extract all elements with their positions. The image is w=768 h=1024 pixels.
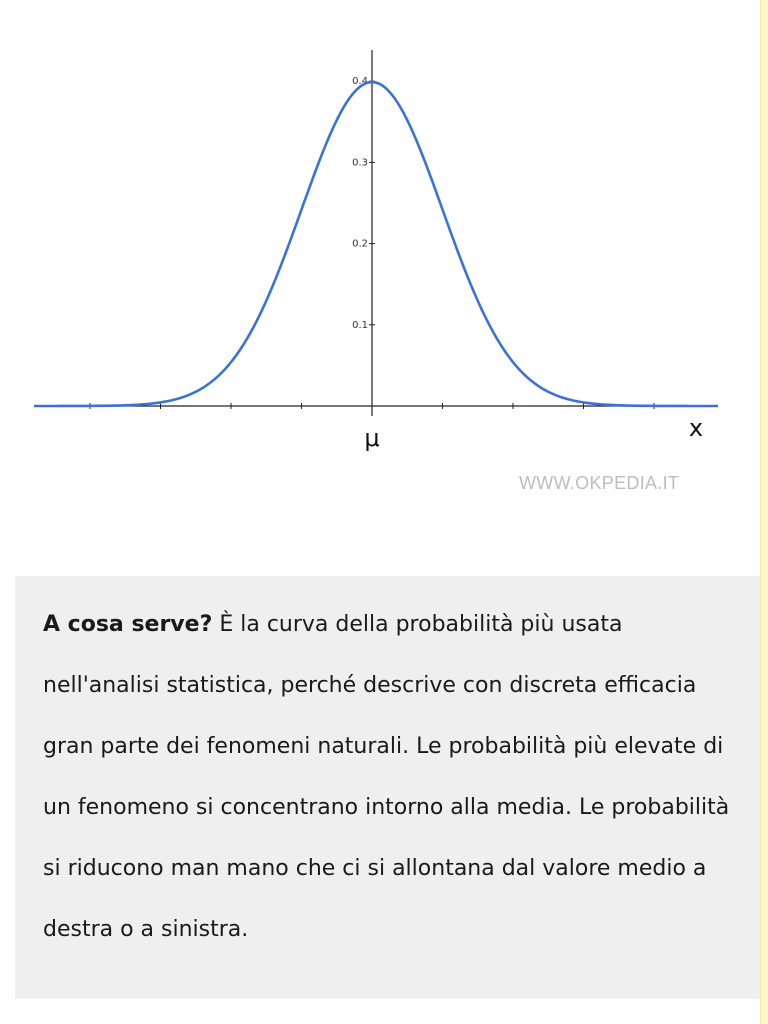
watermark-text: WWW.OKPEDIA.IT [519,473,680,493]
y-tick-label: 0.1 [352,319,368,331]
x-axis-label: x [688,414,704,442]
normal-curve-line [34,82,718,406]
mean-label: μ [364,424,380,452]
explanation-text [43,594,742,960]
chart-axes [34,50,718,416]
explanation-box [15,576,760,999]
y-tick-label: 0.3 [352,157,368,169]
explanation-body: È la curva della probabilità più usata nell'analisi statistica, perché descrive con discreta efficacia gran parte dei fenomeni naturali. Le probabilità più elevate di un fenomeno si concentrano intorno alla media. Le probabilità si riducono man mano che ci si allontana dal valore medio a destra o a sinistra. [43,612,730,942]
question-label: A cosa serve? [43,612,213,637]
sidebar-edge [760,0,768,1024]
y-tick-label: 0.2 [352,238,368,250]
y-tick-label: 0.4 [352,76,368,88]
